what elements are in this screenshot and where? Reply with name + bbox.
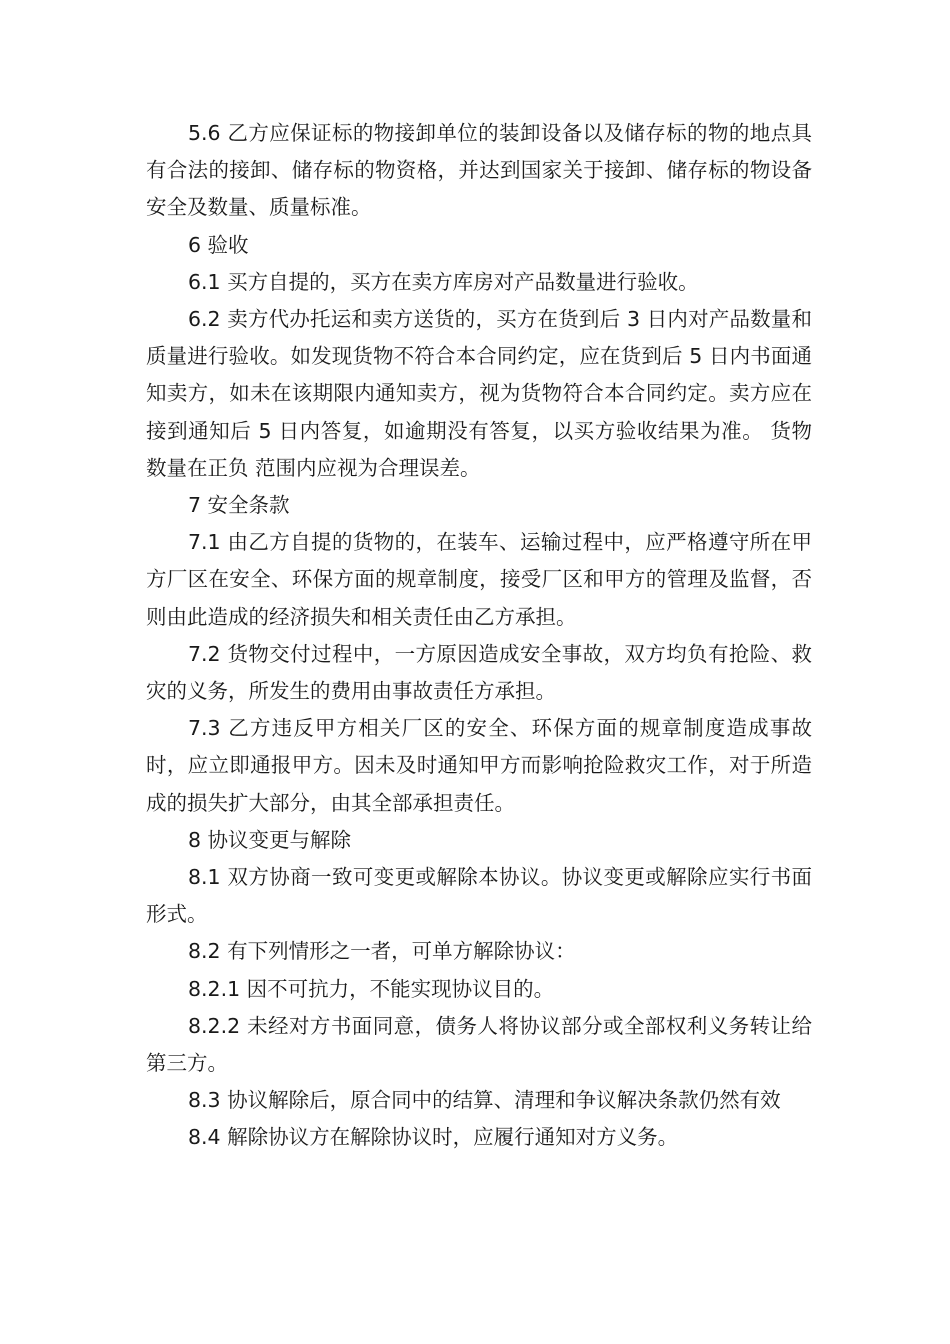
clause-7-2: 7.2 货物交付过程中，一方原因造成安全事故，双方均负有抢险、救灾的义务，所发生的费用由事故责任方承担。 [146, 641, 812, 704]
clause-6-2: 6.2 卖方代办托运和卖方送货的，买方在货到后 3 日内对产品数量和质量进行验收。如发现货物不符合本合同约定，应在货到后 5 日内书面通知卖方，如未在该期限内通知卖方，视为货物符合本合同约定。卖方应在接到通知后 5 日内答复，如逾期没有答复，以买方验收结果为准。 货物数量在正负 范围内应视为合理误差。 [146, 307, 812, 480]
clause-8-2-1: 8.2.1 因不可抗力，不能实现协议目的。 [188, 976, 555, 1001]
clause-8-2: 8.2 有下列情形之一者，可单方解除协议： [188, 939, 576, 964]
section-heading-modification: 8 协议变更与解除 [188, 827, 352, 852]
clause-8-4: 8.4 解除协议方在解除协议时，应履行通知对方义务。 [188, 1125, 679, 1150]
clause-7-1: 7.1 由乙方自提的货物的，在装车、运输过程中，应严格遵守所在甲方厂区在安全、环保方面的规章制度，接受厂区和甲方的管理及监督，否则由此造成的经济损失和相关责任由乙方承担。 [146, 530, 812, 629]
clause-8-1: 8.1 双方协商一致可变更或解除本协议。协议变更或解除应实行书面形式。 [146, 865, 812, 927]
clause-5-6: 5.6 乙方应保证标的物接卸单位的装卸设备以及储存标的物的地点具有合法的接卸、储存标的物资格，并达到国家关于接卸、储存标的物设备安全及数量、质量标准。 [146, 121, 812, 220]
clause-8-2-2: 8.2.2 未经对方书面同意，债务人将协议部分或全部权利义务转让给第三方。 [146, 1013, 812, 1076]
document-body [146, 115, 812, 1157]
section-heading-safety: 7 安全条款 [188, 493, 290, 518]
section-heading-acceptance: 6 验收 [188, 232, 249, 257]
clause-7-3: 7.3 乙方违反甲方相关厂区的安全、环保方面的规章制度造成事故时，应立即通报甲方。因未及时通知甲方而影响抢险救灾工作，对于所造成的损失扩大部分，由其全部承担责任。 [146, 716, 812, 815]
clause-8-3: 8.3 协议解除后，原合同中的结算、清理和争议解决条款仍然有效 [188, 1088, 781, 1113]
clause-6-1: 6.1 买方自提的，买方在卖方库房对产品数量进行验收。 [188, 269, 699, 294]
